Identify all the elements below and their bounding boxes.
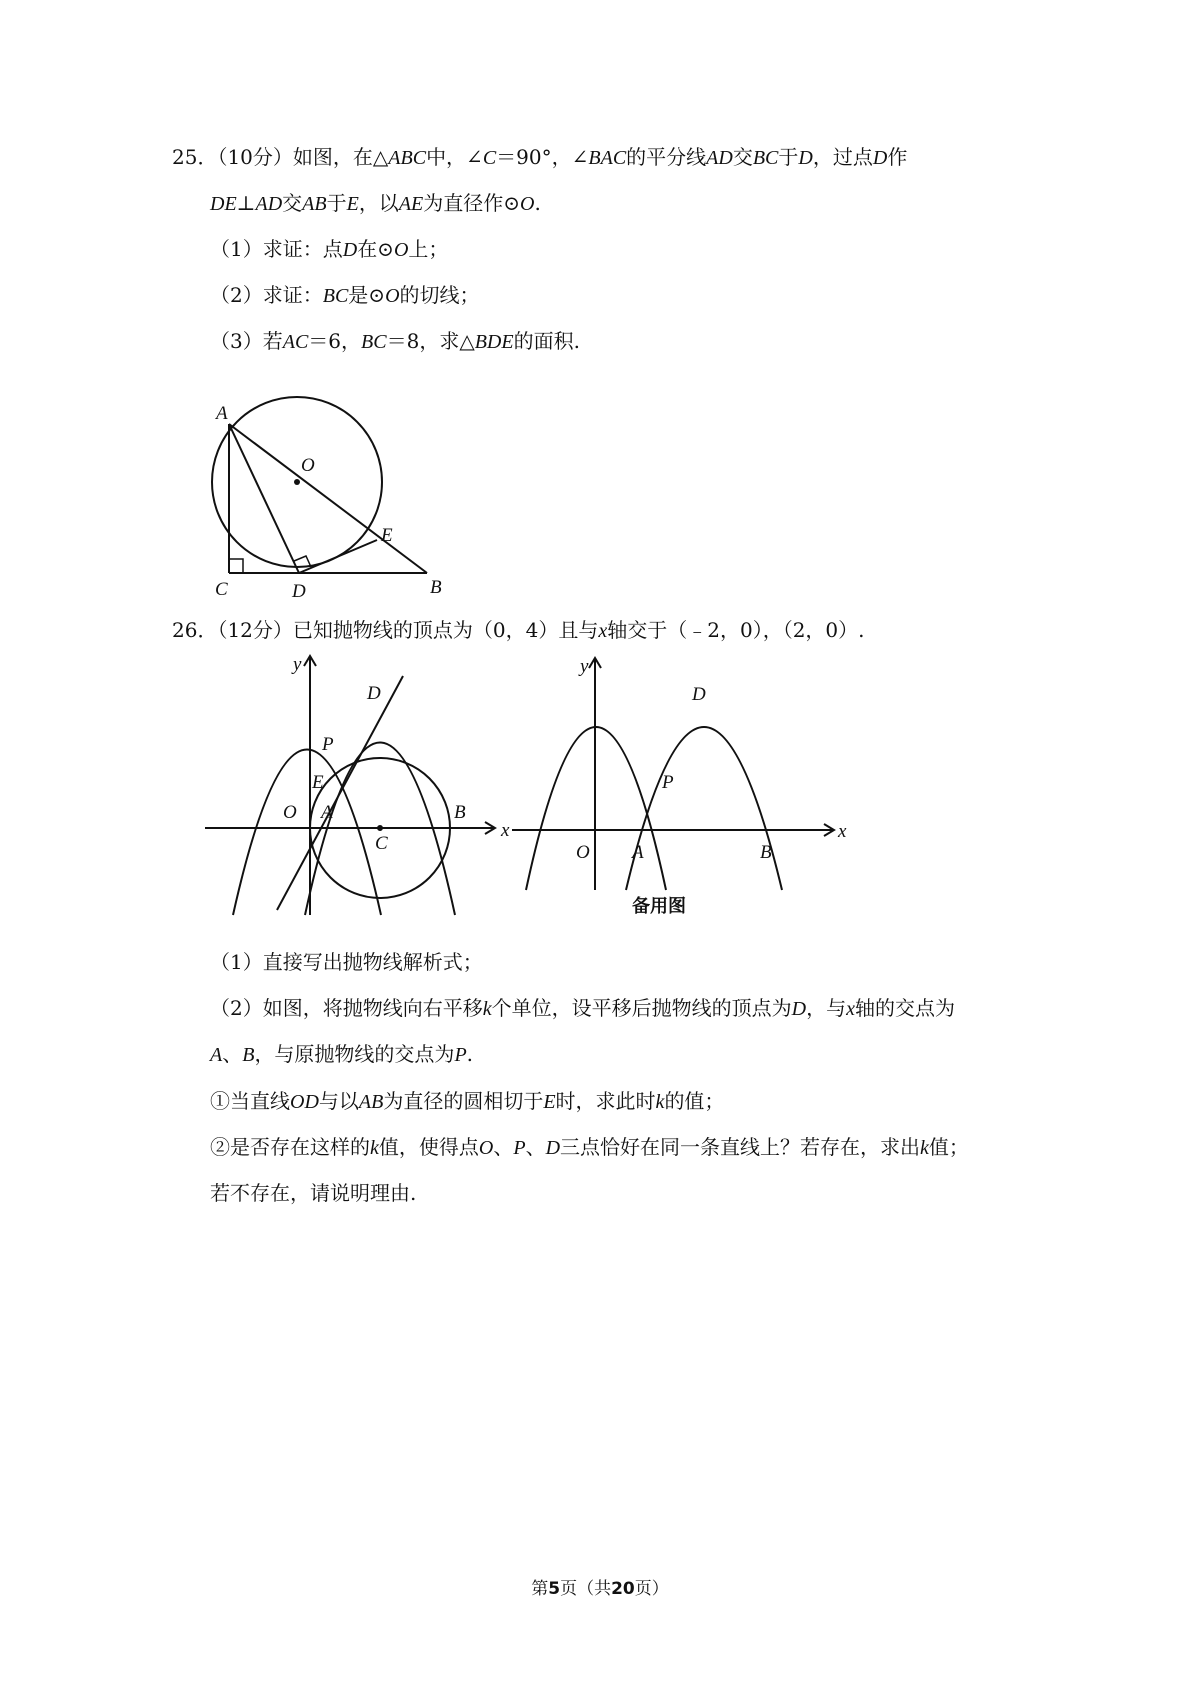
label-a: A: [321, 802, 333, 823]
label-d: D: [292, 581, 306, 602]
q26-part2-line2: A、B，与原抛物线的交点为P.: [210, 1042, 474, 1066]
label-p: P: [662, 772, 674, 793]
label-c: C: [215, 579, 228, 600]
label-b: B: [454, 802, 466, 823]
center-dot: [294, 479, 300, 485]
page-total: 20: [611, 1579, 635, 1599]
label-x: x: [838, 821, 847, 842]
original-parabola: [233, 750, 381, 916]
q25-line2: DE⊥AD交AB于E，以AE为直径作⊙O.: [210, 191, 541, 215]
segment-de: [299, 540, 377, 573]
q26-sub2: ②是否存在这样的k值，使得点O、P、D三点恰好在同一条直线上？若存在，求出k值；: [210, 1135, 969, 1159]
q25-part3: （3）若AC＝6，BC＝8，求△BDE的面积.: [210, 329, 580, 353]
label-o: O: [301, 455, 315, 476]
label-d: D: [367, 683, 381, 704]
q26-line1: 26．（12分）已知抛物线的顶点为（0，4）且与x轴交于（﹣2，0），（2，0）.: [172, 618, 865, 642]
q25-line1: 25．（10分）如图，在△ABC中，∠C＝90°，∠BAC的平分线AD交BC于D，过点D作: [172, 145, 908, 169]
figure-26-main: [205, 650, 515, 915]
right-angle-c: [229, 559, 243, 573]
label-c: C: [375, 833, 388, 854]
q26-sub2-cont: 若不存在，请说明理由.: [210, 1181, 417, 1205]
label-o: O: [576, 842, 590, 863]
label-x: x: [501, 820, 510, 841]
label-p: P: [322, 734, 334, 755]
label-a: A: [632, 842, 644, 863]
page-number: 5: [548, 1579, 561, 1599]
label-y: y: [293, 654, 302, 675]
q26-part1: （1）直接写出抛物线解析式；: [210, 950, 483, 974]
figure-26-spare: [512, 650, 852, 915]
line-od: [277, 676, 403, 910]
label-d: D: [692, 684, 706, 705]
q26-sub1: ①当直线OD与以AB为直径的圆相切于E时，求此时k的值；: [210, 1089, 725, 1113]
label-a: A: [216, 403, 228, 424]
label-b: B: [430, 577, 442, 598]
label-e: E: [381, 525, 393, 546]
spare-figure-caption: 备用图: [632, 896, 686, 917]
page-footer: 第5页（共20页）: [531, 1579, 669, 1599]
shifted-parabola: [626, 727, 782, 890]
figure-25: [205, 395, 465, 602]
label-y: y: [580, 656, 589, 677]
q25-part1: （1）求证：点D在⊙O上；: [210, 237, 449, 261]
segment-ab: [229, 424, 427, 573]
segment-ad: [229, 424, 299, 573]
q25-part2: （2）求证：BC是⊙O的切线；: [210, 283, 480, 307]
label-o: O: [283, 802, 297, 823]
center-c-dot: [377, 825, 383, 831]
label-b: B: [760, 842, 772, 863]
q26-part2-line1: （2）如图，将抛物线向右平移k个单位，设平移后抛物线的顶点为D，与x轴的交点为: [210, 996, 955, 1020]
label-e: E: [312, 772, 324, 793]
